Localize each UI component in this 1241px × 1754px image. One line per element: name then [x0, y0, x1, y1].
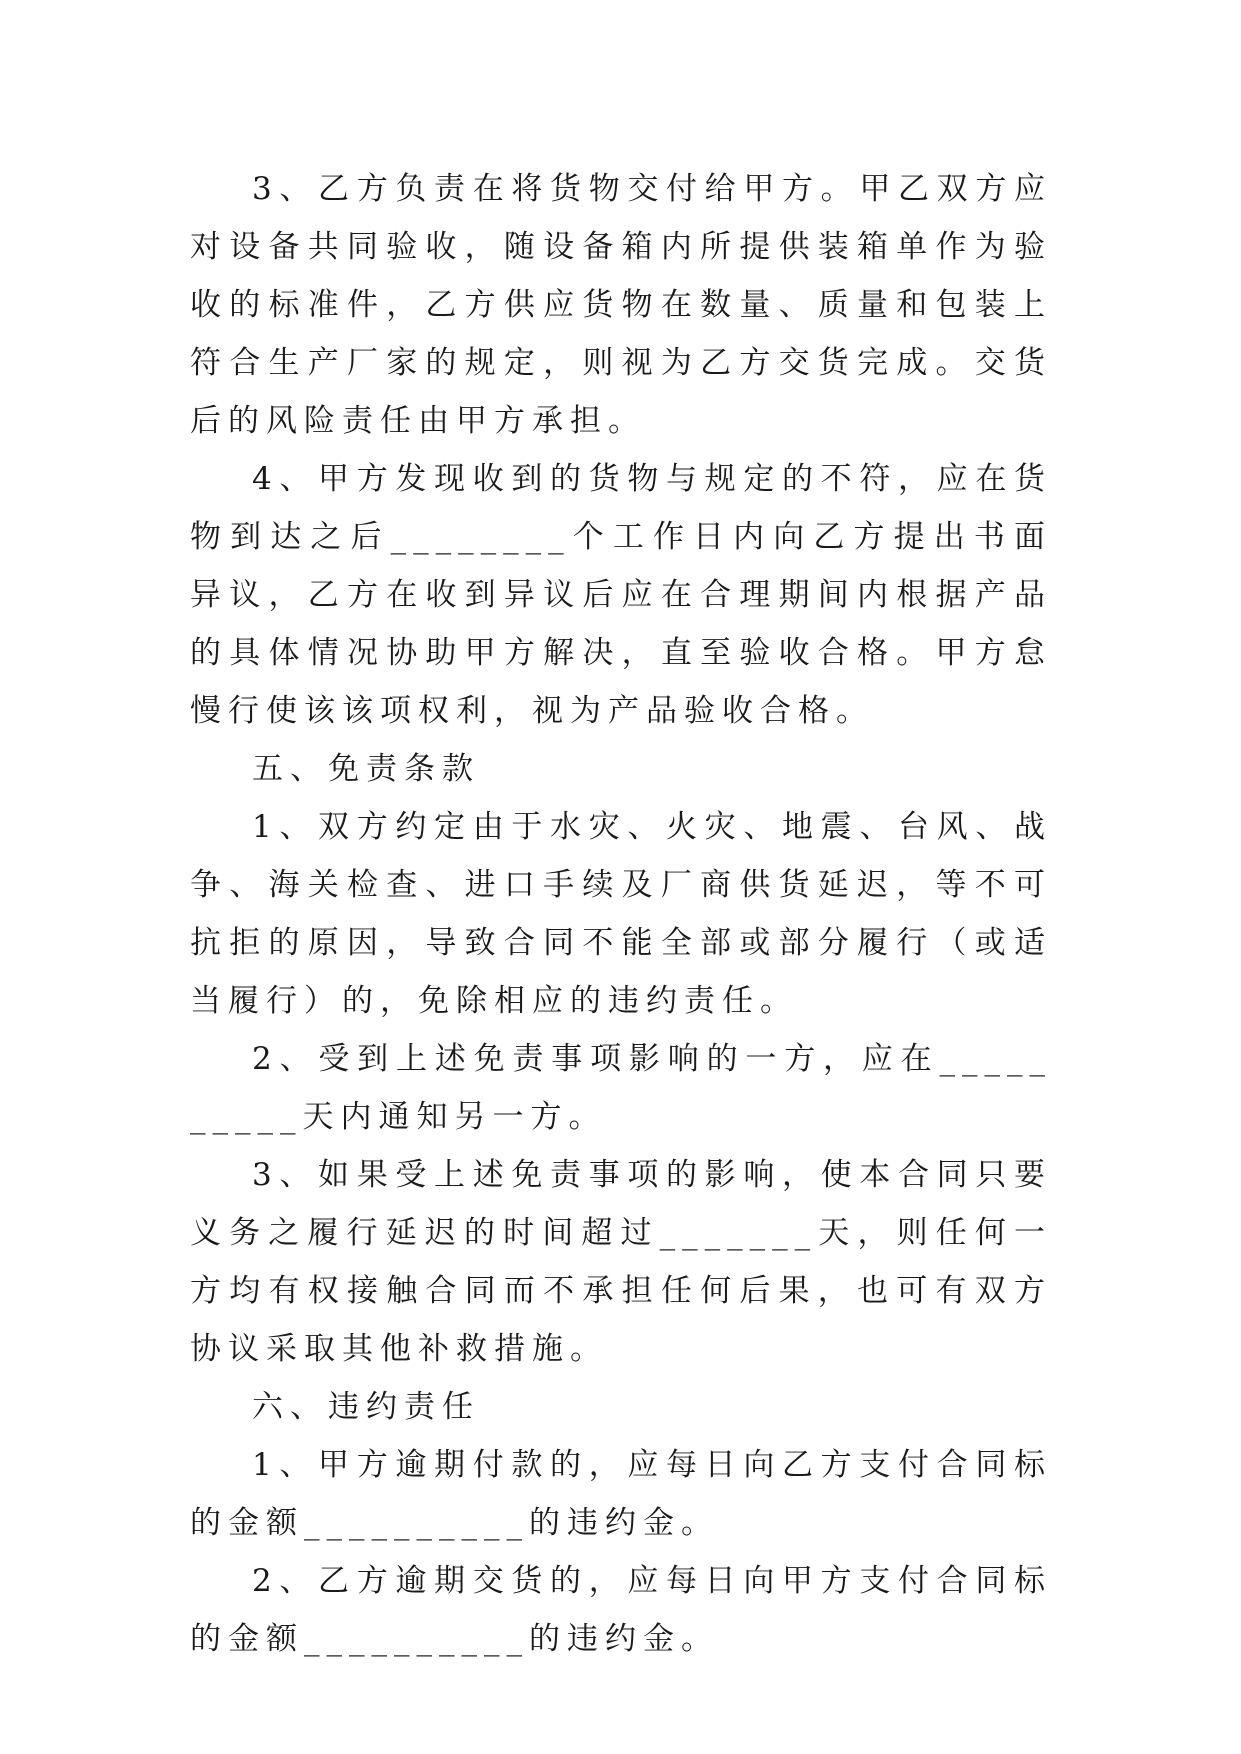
exemption-clause-1: 1、双方约定由于水灾、火灾、地震、台风、战争、海关检查、进口手续及厂商供货延迟，等不可抗拒的原因，导致合同不能全部或部分履行（或适当履行）的，免除相应的违约责任。	[190, 809, 1052, 1019]
section-heading-exemption: 五、免责条款	[252, 751, 480, 787]
exemption-clause-2: 2、受到上述免责事项影响的一方，应在__________天内通知另一方。	[190, 1041, 1052, 1135]
clause-3-delivery: 3、乙方负责在将货物交付给甲方。甲乙双方应对设备共同验收，随设备箱内所提供装箱单作为验收的标准件，乙方供应货物在数量、质量和包装上符合生产厂家的规定，则视为乙方交货完成。交货后的风险责任由甲方承担。	[190, 171, 1052, 439]
clause-4-objection: 4、甲方发现收到的货物与规定的不符，应在货物到达之后________个工作日内向乙方提出书面异议，乙方在收到异议后应在合理期间内根据产品的具体情况协助甲方解决，直至验收合格。甲方怠慢行使该该项权利，视为产品验收合格。	[190, 461, 1052, 729]
document-page	[190, 160, 1052, 1668]
exemption-clause-3: 3、如果受上述免责事项的影响，使本合同只要义务之履行延迟的时间超过_______天，则任何一方均有权接触合同而不承担任何后果，也可有双方协议采取其他补救措施。	[190, 1157, 1052, 1367]
breach-clause-2: 2、乙方逾期交货的，应每日向甲方支付合同标的金额__________的违约金。	[190, 1563, 1052, 1657]
breach-clause-1: 1、甲方逾期付款的，应每日向乙方支付合同标的金额__________的违约金。	[190, 1447, 1052, 1541]
section-heading-breach: 六、违约责任	[252, 1389, 480, 1425]
